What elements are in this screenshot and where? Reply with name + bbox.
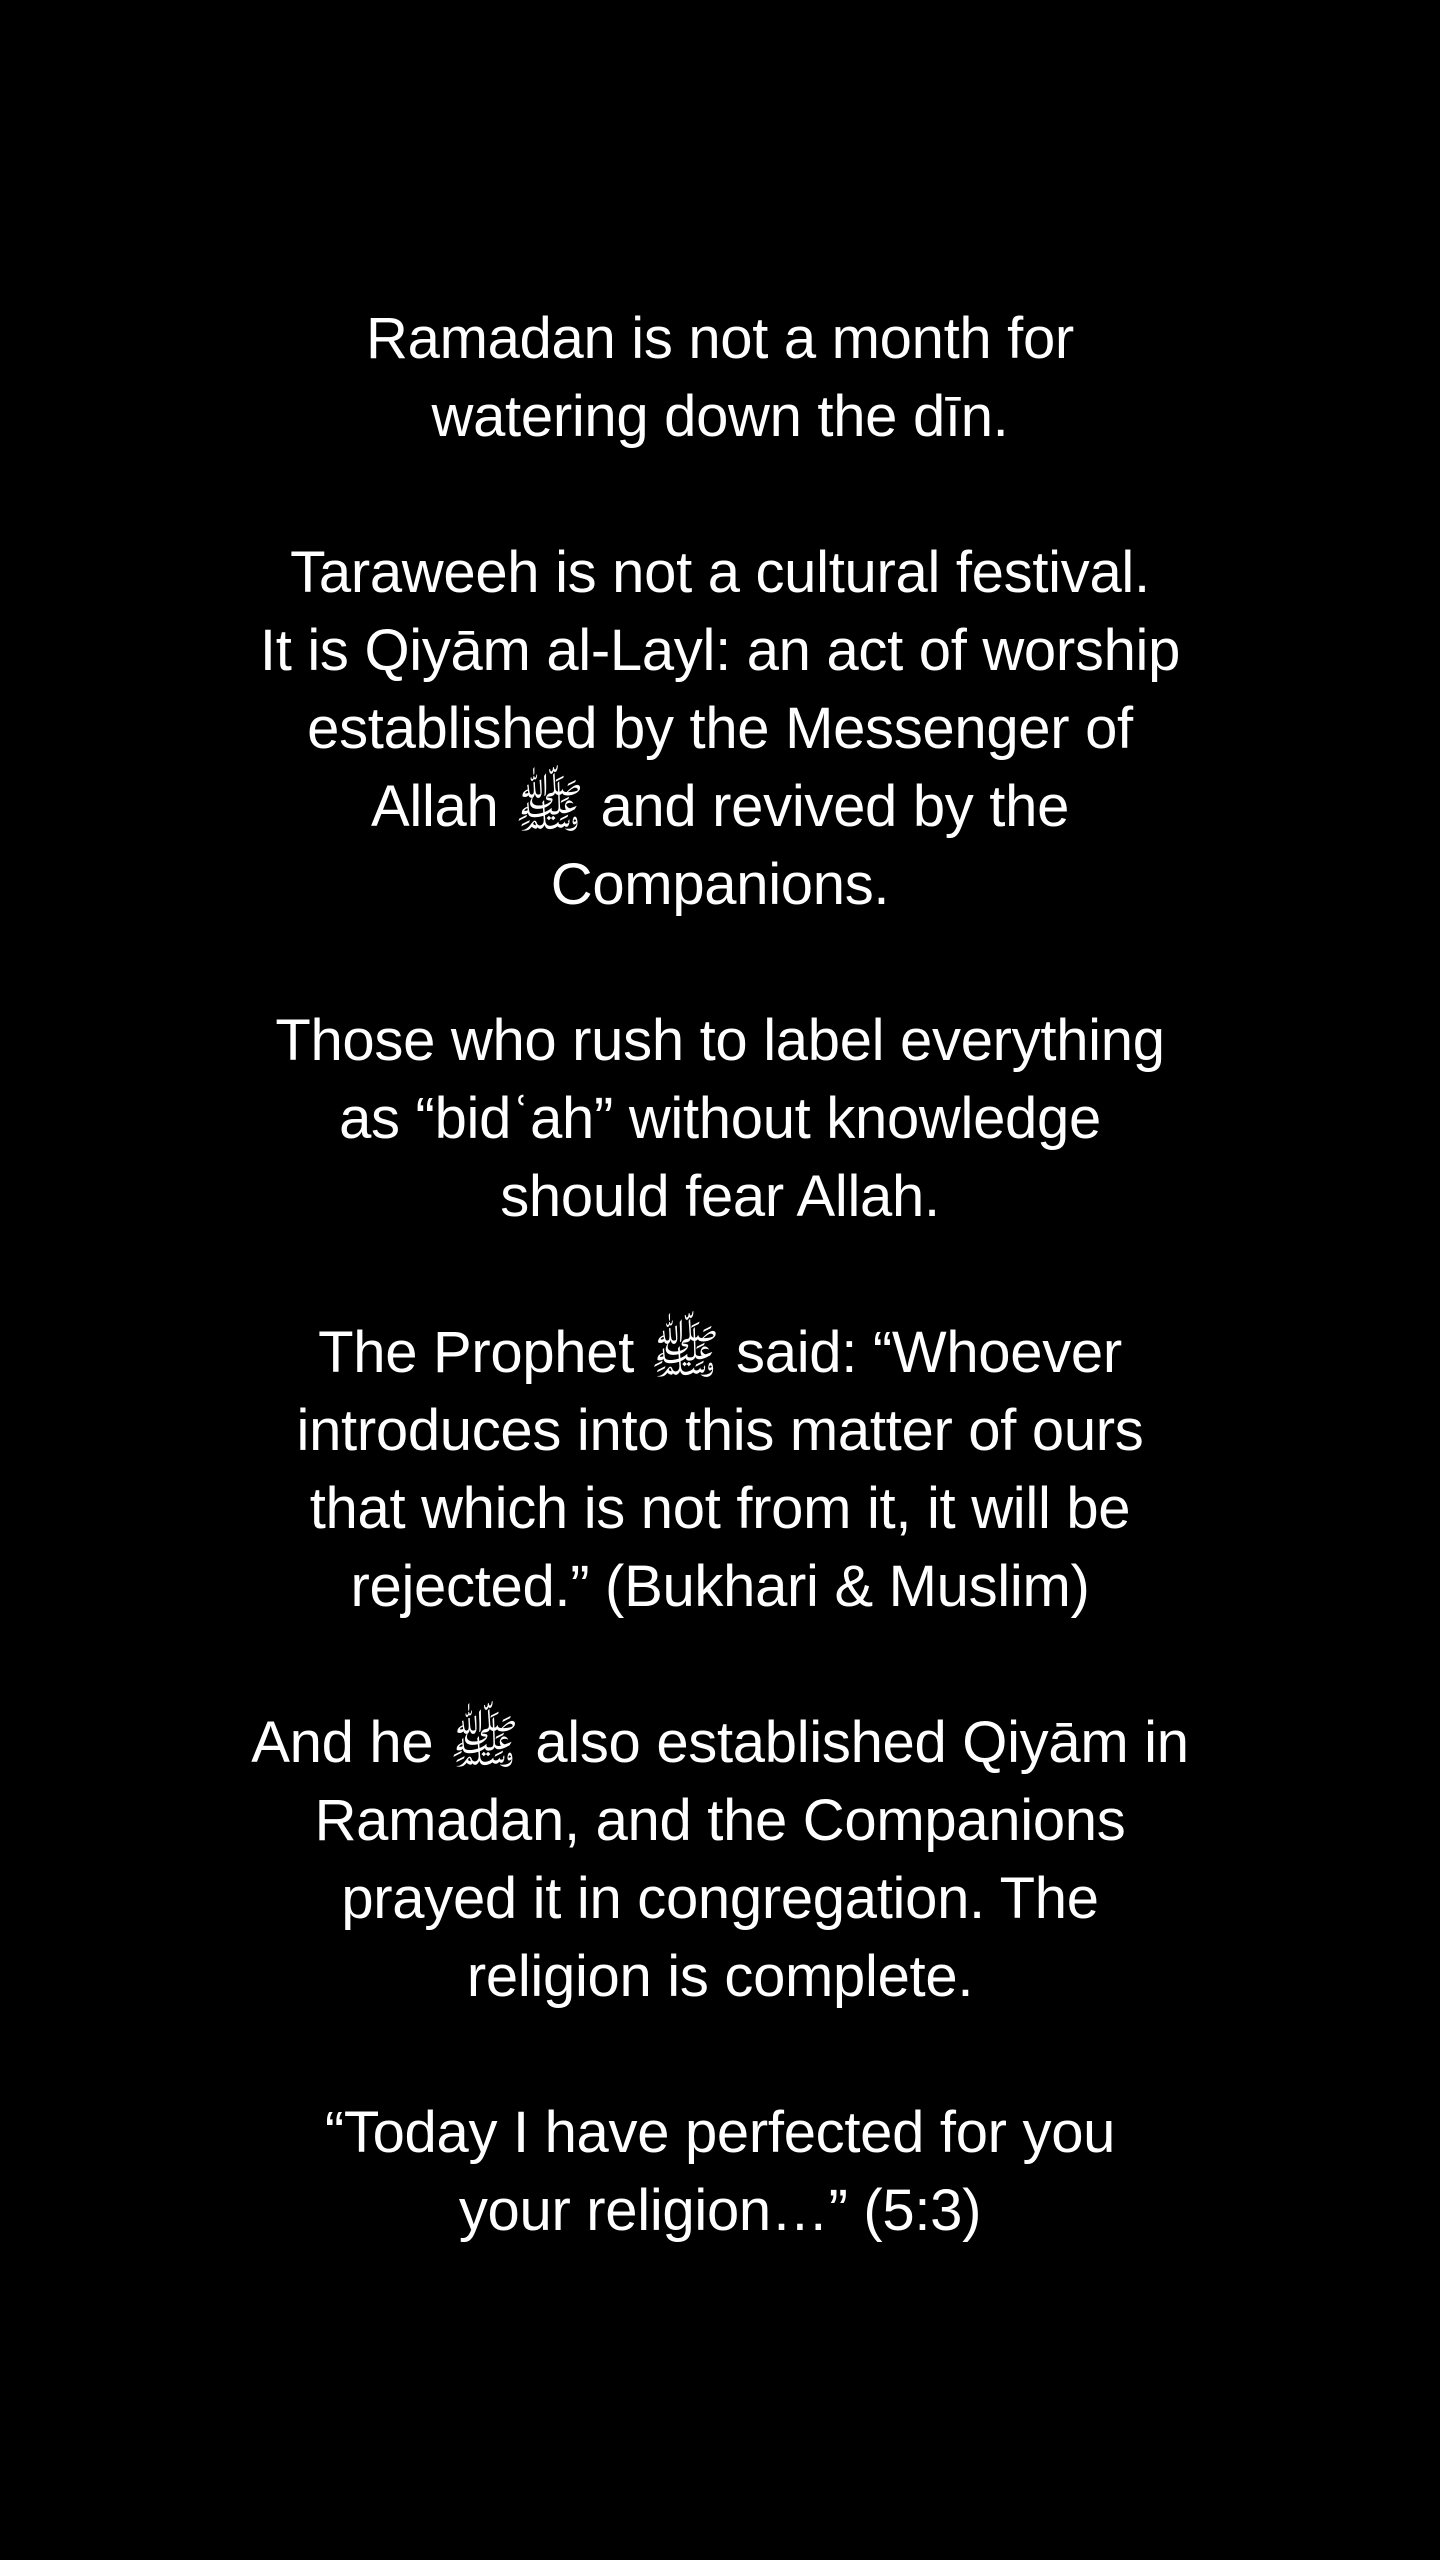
text-line: as “bidʿah” without knowledge — [339, 1086, 1101, 1151]
text-line: your religion…” (5:3) — [458, 2178, 982, 2243]
paragraph-qiyam — [150, 1704, 1290, 2016]
text-line: “Today I have perfected for you — [324, 2100, 1116, 2165]
paragraph-verse — [150, 2094, 1290, 2250]
text-line: that which is not from it, it will be — [309, 1476, 1131, 1541]
text-line: introduces into this matter of ours — [296, 1398, 1144, 1463]
paragraph-ramadan — [150, 300, 1290, 456]
text-line: should fear Allah. — [500, 1164, 940, 1229]
post-text — [150, 300, 1290, 2328]
text-line: Those who rush to label everything — [275, 1008, 1165, 1073]
text-line: religion is complete. — [466, 1944, 974, 2009]
text-line: prayed it in congregation. The — [341, 1866, 1099, 1931]
text-line: rejected.” (Bukhari & Muslim) — [350, 1554, 1090, 1619]
paragraph-hadith — [150, 1314, 1290, 1626]
text-line: established by the Messenger of — [307, 696, 1133, 761]
text-line: It is Qiyām al-Layl: an act of worship — [259, 618, 1181, 683]
text-line: The Prophet ﷺ said: “Whoever — [318, 1320, 1122, 1385]
paragraph-taraweeh — [150, 534, 1290, 924]
text-line: Ramadan is not a month for — [366, 306, 1074, 371]
text-line: And he ﷺ also established Qiyām in — [251, 1710, 1189, 1775]
text-line: Ramadan, and the Companions — [314, 1788, 1126, 1853]
paragraph-bidah — [150, 1002, 1290, 1236]
text-line: watering down the dīn. — [431, 384, 1009, 449]
text-line: Taraweeh is not a cultural festival. — [290, 540, 1150, 605]
text-line: Allah ﷺ and revived by the — [370, 774, 1070, 839]
text-line: Companions. — [550, 852, 890, 917]
